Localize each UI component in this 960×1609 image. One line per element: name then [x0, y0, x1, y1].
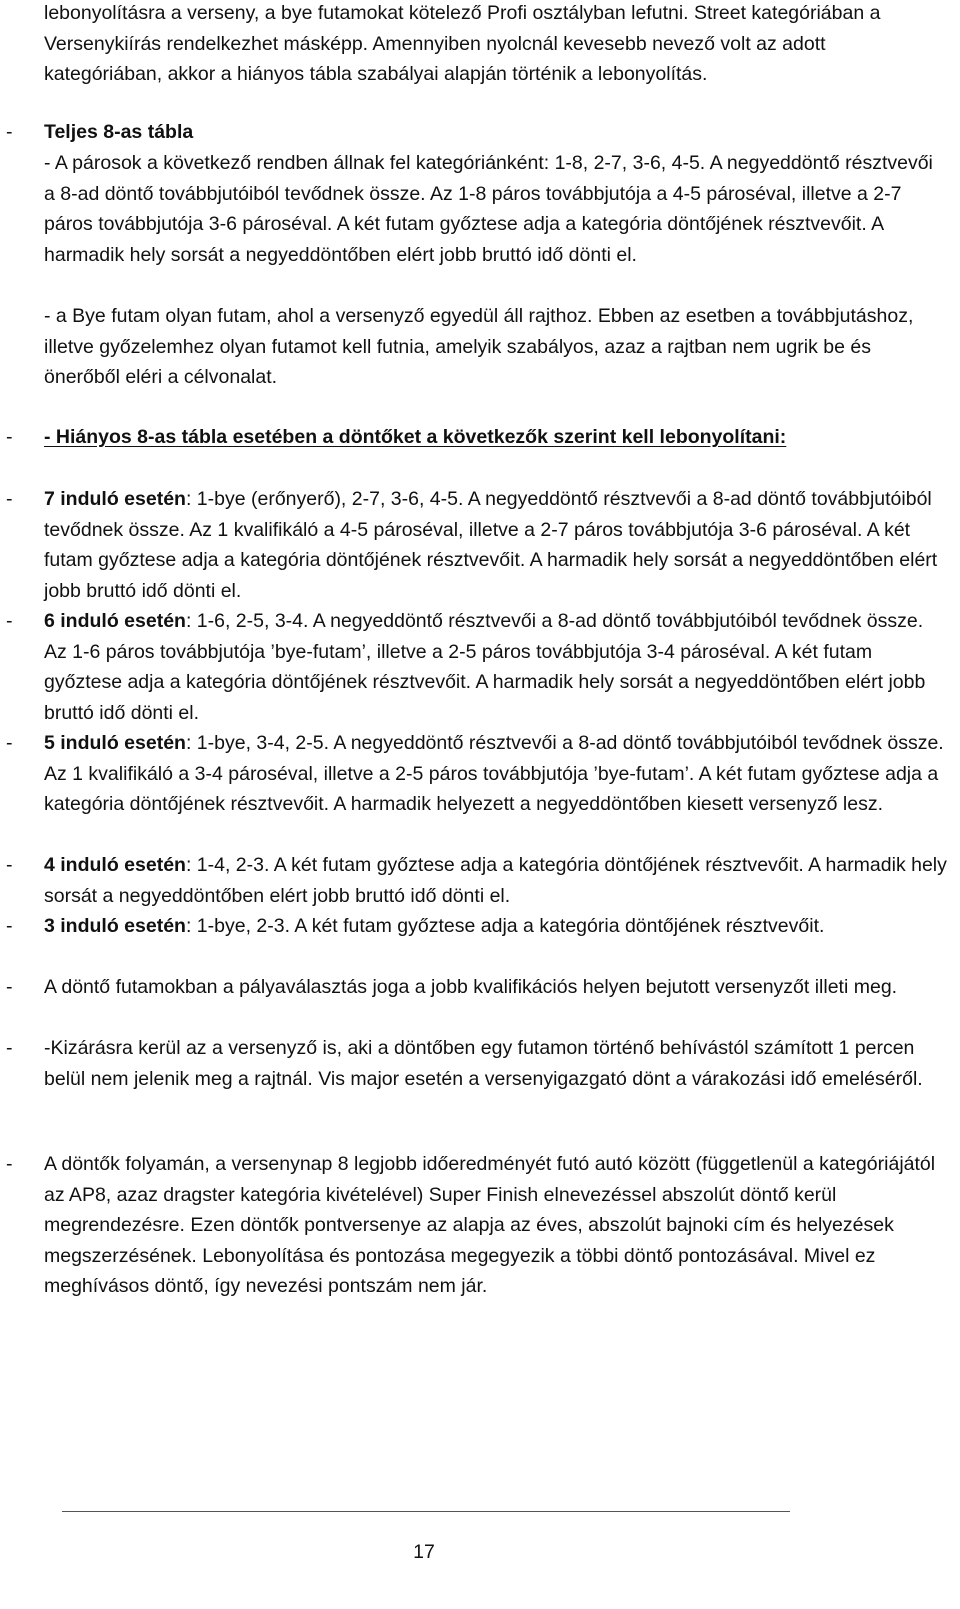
case-label: 7 induló esetén — [44, 488, 186, 510]
bullet-dash: - — [6, 976, 13, 998]
case-6-entrants — [0, 606, 948, 728]
full-table-pairing-paragraph — [0, 148, 948, 270]
intro-paragraph — [0, 0, 948, 90]
bye-run-text: - a Bye futam olyan futam, ahol a versenyző egyedül áll rajthoz. Ebben az esetben a továbbjutáshoz, illetve győzelemhez olyan futamot kell futnia, amelyik szabályos, azaz a rajtban nem ugrik be és önerőből eléri a célvonalat. — [44, 305, 914, 389]
bullet-dash: - — [6, 732, 13, 754]
full-table-title: Teljes 8-as tábla — [44, 121, 194, 143]
case-label: 5 induló esetén — [44, 732, 186, 754]
lane-choice-rule — [0, 972, 948, 1003]
page-number: 17 — [413, 1541, 435, 1563]
bullet-dash: - — [6, 426, 13, 448]
partial-table-heading — [0, 422, 948, 453]
case-text — [44, 911, 948, 942]
bullet-dash: - — [6, 854, 13, 876]
bullet-dash: - — [6, 610, 13, 632]
case-body: : 1-bye, 2-3. A két futam győztese adja a kategória döntőjének résztvevőit. — [185, 915, 825, 937]
case-label: 6 induló esetén — [44, 610, 186, 632]
disqualification-rule — [0, 1033, 948, 1094]
case-body: : 1-6, 2-5, 3-4. A negyeddöntő résztvevői a 8-ad döntő továbbjutóiból tevődnek össze. Az 1-6 páros továbbjutója ’bye-futam’, illetve a 2-5 páros továbbjutója 3-4 pároséval. A két futam győztese adja a kategória döntőjének résztvevőit. A harmadik hely sorsát a negyeddöntőben elért jobb bruttó idő dönti el. — [44, 610, 926, 724]
rule-text: A döntő futamokban a pályaválasztás joga a jobb kvalifikációs helyen bejutott versenyzőt illeti meg. — [44, 976, 898, 998]
case-body: : 1-4, 2-3. A két futam győztese adja a kategória döntőjének résztvevőit. A harmadik hely sorsát a negyeddöntőben elért jobb bruttó idő dönti el. — [44, 854, 947, 907]
footer-divider — [62, 1511, 790, 1512]
case-body: : 1-bye, 3-4, 2-5. A negyeddöntő résztvevői a 8-ad döntő továbbjutóiból tevődnek össze. Az 1 kvalifikáló a 3-4 pároséval, illetve a 2-5 páros továbbjutója ’bye-futam’. A két futam győztese adja a kategória döntőjének résztvevőit. A harmadik helyezett a negyeddöntőben kiesett versenyző lesz. — [44, 732, 944, 816]
super-finish-text: A döntők folyamán, a versenynap 8 legjobb időeredményét futó autó között (függetlenül a kategóriájától az AP8, azaz dragster kategória kivételével) Super Finish elnevezéssel abszolút döntő kerül megrendezésre. Ezen döntők pontversenye az alapja az éves, abszolút bajnoki cím és helyezések megszerzésének. Lebonyolítása és pontozása megegyezik a többi döntő pontozásával. Mivel ez meghívásos döntő, így nevezési pontszám nem jár. — [44, 1153, 936, 1298]
case-5-entrants — [0, 728, 948, 820]
partial-table-title: - Hiányos 8-as tábla esetében a döntőket a következők szerint kell lebonyolítani: — [44, 426, 787, 448]
case-3-entrants — [0, 911, 948, 942]
case-body: : 1-bye (erőnyerő), 2-7, 3-6, 4-5. A negyeddöntő résztvevői a 8-ad döntő továbbjutóiból tevődnek össze. Az 1 kvalifikáló a 4-5 pároséval, illetve a 2-7 páros továbbjutója 3-6 pároséval. A két futam győztese adja a kategória döntőjének résztvevőit. A harmadik hely sorsát a negyeddöntőben elért jobb bruttó idő dönti el. — [44, 488, 938, 602]
bullet-dash: - — [6, 488, 13, 510]
case-7-entrants — [0, 484, 948, 606]
bye-run-paragraph — [0, 301, 948, 393]
case-label: 4 induló esetén — [44, 854, 186, 876]
case-4-entrants — [0, 850, 948, 911]
bullet-dash: - — [6, 1153, 13, 1175]
case-text — [44, 484, 948, 606]
full-table-heading — [0, 117, 948, 148]
case-label: 3 induló esetén — [44, 915, 186, 937]
bullet-dash: - — [6, 1037, 13, 1059]
super-finish-paragraph — [0, 1149, 948, 1302]
intro-text: lebonyolításra a verseny, a bye futamokat kötelező Profi osztályban lefutni. Street kategóriában a Versenykiírás rendelkezhet másképp. Amennyiben nyolcnál kevesebb nevező volt az adott kategóriában, akkor a hiányos tábla szabályai alapján történik a lebonyolítás. — [44, 2, 881, 86]
case-text — [44, 850, 948, 911]
bullet-dash: - — [6, 915, 13, 937]
case-text — [44, 606, 948, 728]
full-table-pairing-text: - A párosok a következő rendben állnak fel kategóriánként: 1-8, 2-7, 3-6, 4-5. A negyeddöntő résztvevői a 8-ad döntő továbbjutóiból tevődnek össze. Az 1-8 páros továbbjutója a 4-5 pároséval, illetve a 2-7 páros továbbjutója 3-6 pároséval. A két futam győztese adja a kategória döntőjének résztvevőit. A harmadik hely sorsát a negyeddöntőben elért jobb bruttó idő dönti el. — [44, 152, 933, 266]
rule-text: -Kizárásra kerül az a versenyző is, aki a döntőben egy futamon történő behívástól számított 1 percen belül nem jelenik meg a rajtnál. Vis major esetén a versenyigazgató dönt a várakozási idő emeléséről. — [44, 1037, 923, 1090]
bullet-dash: - — [6, 121, 13, 143]
case-text — [44, 728, 948, 820]
